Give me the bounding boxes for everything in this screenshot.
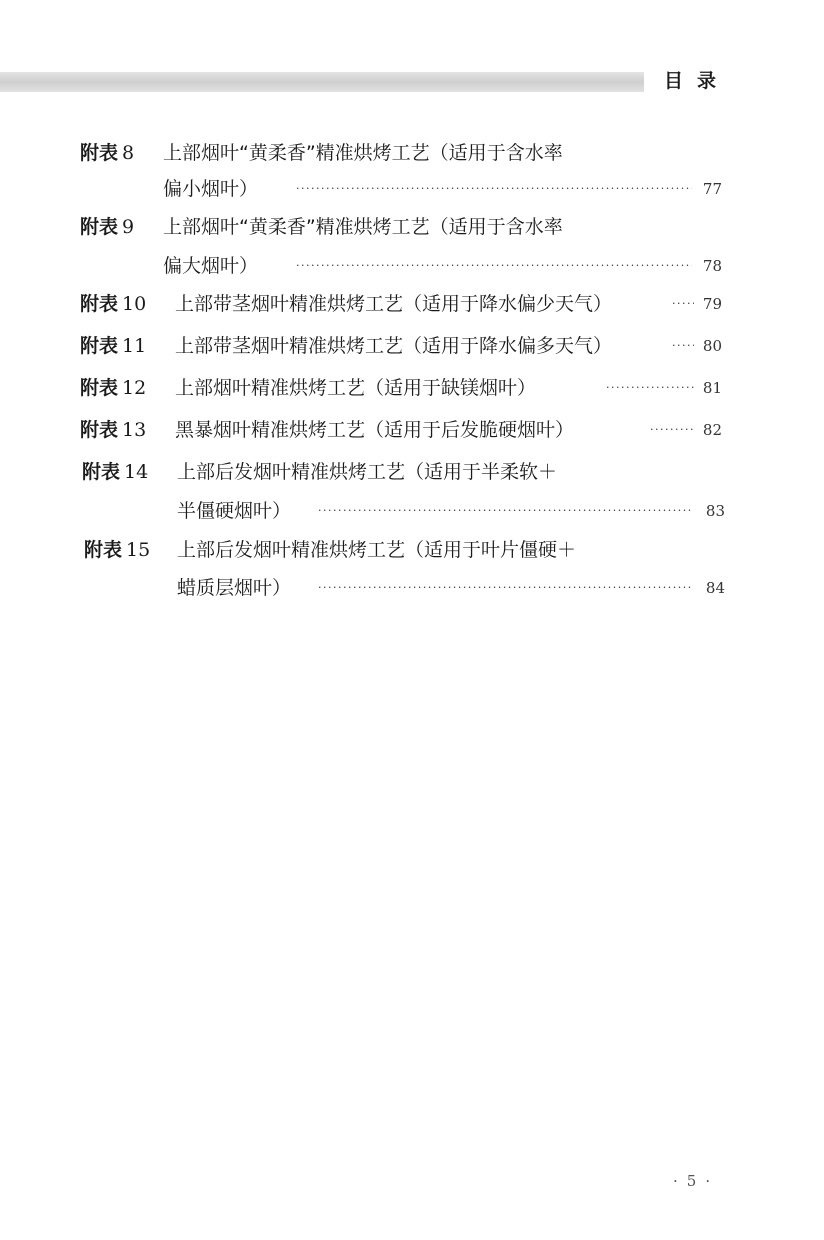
- toc-entry-continuation[interactable]: [0, 573, 824, 603]
- toc-leader-dots: [318, 573, 692, 603]
- toc-entry-title-cont: 偏小烟叶）: [163, 178, 259, 200]
- footer-dot-left: ·: [673, 1172, 678, 1190]
- toc-entry-label: 附表 12: [80, 377, 147, 399]
- toc-entry[interactable]: [0, 289, 824, 319]
- toc-leader-dots: [296, 174, 692, 204]
- toc-entry-label: 附表 9: [80, 216, 135, 238]
- toc-entry[interactable]: [0, 138, 824, 168]
- toc-page-number: 80: [702, 337, 722, 355]
- toc-page-number: 77: [702, 180, 722, 198]
- toc-entry-label: 附表 15: [84, 539, 151, 561]
- footer-page-number: 5: [686, 1172, 697, 1190]
- toc-entry-label: 附表 10: [80, 293, 147, 315]
- toc-entry-title-cont: 半僵硬烟叶）: [177, 500, 292, 522]
- toc-entry-title: 上部后发烟叶精准烘烤工艺（适用于半柔软＋: [177, 461, 558, 483]
- toc-entry-title: 上部烟叶“黄柔香”精准烘烤工艺（适用于含水率: [163, 142, 563, 164]
- page-footer: [664, 1172, 719, 1190]
- toc-entry-title-cont: 偏大烟叶）: [163, 255, 259, 277]
- toc-entry[interactable]: [0, 331, 824, 361]
- toc-entry-continuation[interactable]: [0, 496, 824, 526]
- toc-entry[interactable]: [0, 535, 824, 565]
- toc-entry-label: 附表 14: [82, 461, 149, 483]
- toc-entry-title: 黑暴烟叶精准烘烤工艺（适用于后发脆硬烟叶）: [175, 419, 575, 441]
- toc-leader-dots: [296, 251, 692, 281]
- toc-page-number: 84: [705, 579, 725, 597]
- toc-page-number: 82: [702, 421, 722, 439]
- toc-entry-title-cont: 蜡质层烟叶）: [177, 577, 292, 599]
- toc-page-number: 78: [702, 257, 722, 275]
- toc-entry-label: 附表 11: [80, 335, 147, 357]
- toc-entry-title: 上部后发烟叶精准烘烤工艺（适用于叶片僵硬＋: [177, 539, 577, 561]
- toc-entry[interactable]: [0, 212, 824, 242]
- footer-dot-right: ·: [705, 1172, 711, 1190]
- toc-entry-title: 上部带茎烟叶精准烘烤工艺（适用于降水偏多天气）: [175, 335, 613, 357]
- toc-entry-title: 上部烟叶“黄柔香”精准烘烤工艺（适用于含水率: [163, 216, 563, 238]
- toc-entry-label: 附表 13: [80, 419, 147, 441]
- toc-entry-continuation[interactable]: [0, 251, 824, 281]
- toc-entry[interactable]: [0, 415, 824, 445]
- running-header-title: 目录: [664, 70, 731, 92]
- toc-page-number: 81: [702, 379, 722, 397]
- toc-page-number: 83: [705, 502, 725, 520]
- toc-page-number: 79: [702, 295, 722, 313]
- toc-entry-continuation[interactable]: [0, 174, 824, 204]
- toc-leader-dots: [318, 496, 692, 526]
- toc-entry-title: 上部带茎烟叶精准烘烤工艺（适用于降水偏少天气）: [175, 293, 613, 315]
- toc-entry-title: 上部烟叶精准烘烤工艺（适用于缺镁烟叶）: [175, 377, 537, 399]
- toc-entry[interactable]: [0, 457, 824, 487]
- toc-entry[interactable]: [0, 373, 824, 403]
- toc-leader-dots: [606, 373, 694, 403]
- toc-entry-label: 附表 8: [80, 142, 135, 164]
